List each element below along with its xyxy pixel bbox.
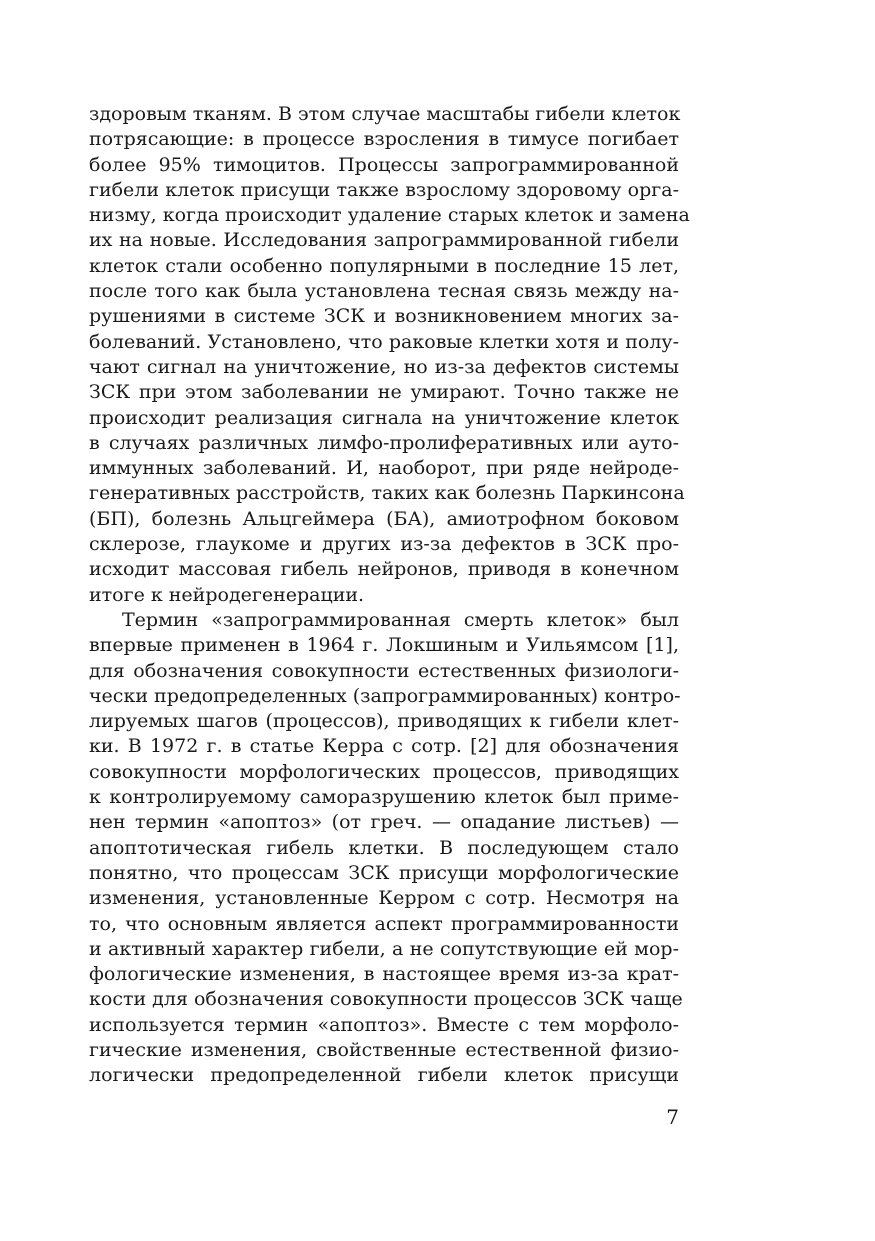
text-line: низму, когда происходит удаление старых клеток и замена xyxy=(89,204,690,227)
paragraph-1 xyxy=(89,102,690,608)
text-line: совокупности морфологических процессов, приводящих xyxy=(89,760,679,783)
text-line: здоровым тканям. В этом случае масштабы гибели клеток xyxy=(89,103,681,125)
text-line: иммунных заболеваний. И, наоборот, при ряде нейроде- xyxy=(89,457,679,480)
text-line: происходит реализация сигнала на уничтожение клеток xyxy=(89,406,679,429)
text-line: гические изменения, свойственные естественной физио- xyxy=(89,1038,679,1061)
paragraph-2 xyxy=(89,608,683,1089)
text-line: более 95% тимоцитов. Процессы запрограммированной xyxy=(89,153,679,176)
text-line: генеративных расстройств, таких как болезнь Паркинсона xyxy=(89,482,685,505)
text-line: рушениями в системе ЗСК и возникновением многих за- xyxy=(89,305,679,328)
text-line: лируемых шагов (процессов), приводящих к гибели клет- xyxy=(89,710,679,733)
body-text xyxy=(89,102,690,1089)
text-line: фологические изменения, в настоящее время из-за крат- xyxy=(89,963,679,986)
text-line: чески предопределенных (запрограммированных) контро- xyxy=(89,684,681,707)
text-line: чают сигнал на уничтожение, но из-за дефектов системы xyxy=(89,355,679,378)
text-line: склерозе, глаукоме и других из-за дефектов в ЗСК про- xyxy=(89,533,679,556)
text-line: апоптотическая гибель клетки. В последующем стало xyxy=(89,836,679,859)
page-number: 7 xyxy=(666,1105,679,1129)
text-line: ки. В 1972 г. в статье Керра с сотр. [2] для обозначения xyxy=(89,735,679,758)
text-line: болеваний. Установлено, что раковые клетки хотя и полу- xyxy=(89,330,679,353)
text-line: после того как была установлена тесная связь между на- xyxy=(89,280,679,303)
text-line: ЗСК при этом заболевании не умирают. Точно также не xyxy=(89,381,679,404)
text-line: гибели клеток присущи также взрослому здоровому орга- xyxy=(89,178,679,201)
text-line: Термин «запрограммированная смерть клеток» был xyxy=(122,608,679,631)
text-line: исходит массовая гибель нейронов, приводя в конечном xyxy=(89,558,679,581)
text-line: их на новые. Исследования запрограммированной гибели xyxy=(89,229,679,252)
text-line: изменения, установленные Керром с сотр. Несмотря на xyxy=(89,887,679,910)
text-line: (БП), болезнь Альцгеймера (БА), амиотрофном боковом xyxy=(89,507,679,530)
text-line: то, что основным является аспект программированности xyxy=(89,912,679,935)
text-line: клеток стали особенно популярными в последние 15 лет, xyxy=(89,254,679,277)
text-line: в случаях различных лимфо-пролиферативных или ауто- xyxy=(89,431,679,454)
text-line: потрясающие: в процессе взросления в тимусе погибает xyxy=(89,128,679,151)
text-line: и активный характер гибели, а не сопутствующие ей мор- xyxy=(89,937,679,960)
text-line: используется термин «апоптоз». Вместе с тем морфоло- xyxy=(89,1013,679,1036)
text-line: нен термин «апоптоз» (от греч. — опадание листьев) — xyxy=(89,811,679,834)
text-line: логически предопределенной гибели клеток присущи xyxy=(89,1064,679,1087)
text-line: итоге к нейродегенерации. xyxy=(89,583,365,606)
text-line: понятно, что процессам ЗСК присущи морфологические xyxy=(89,861,679,884)
text-line: впервые применен в 1964 г. Локшиным и Уильямсом [1], xyxy=(89,634,679,657)
text-line: для обозначения совокупности естественных физиологи- xyxy=(89,659,679,682)
text-line: к контролируемому саморазрушению клеток был приме- xyxy=(89,786,679,809)
text-line: кости для обозначения совокупности процессов ЗСК чаще xyxy=(89,988,683,1011)
